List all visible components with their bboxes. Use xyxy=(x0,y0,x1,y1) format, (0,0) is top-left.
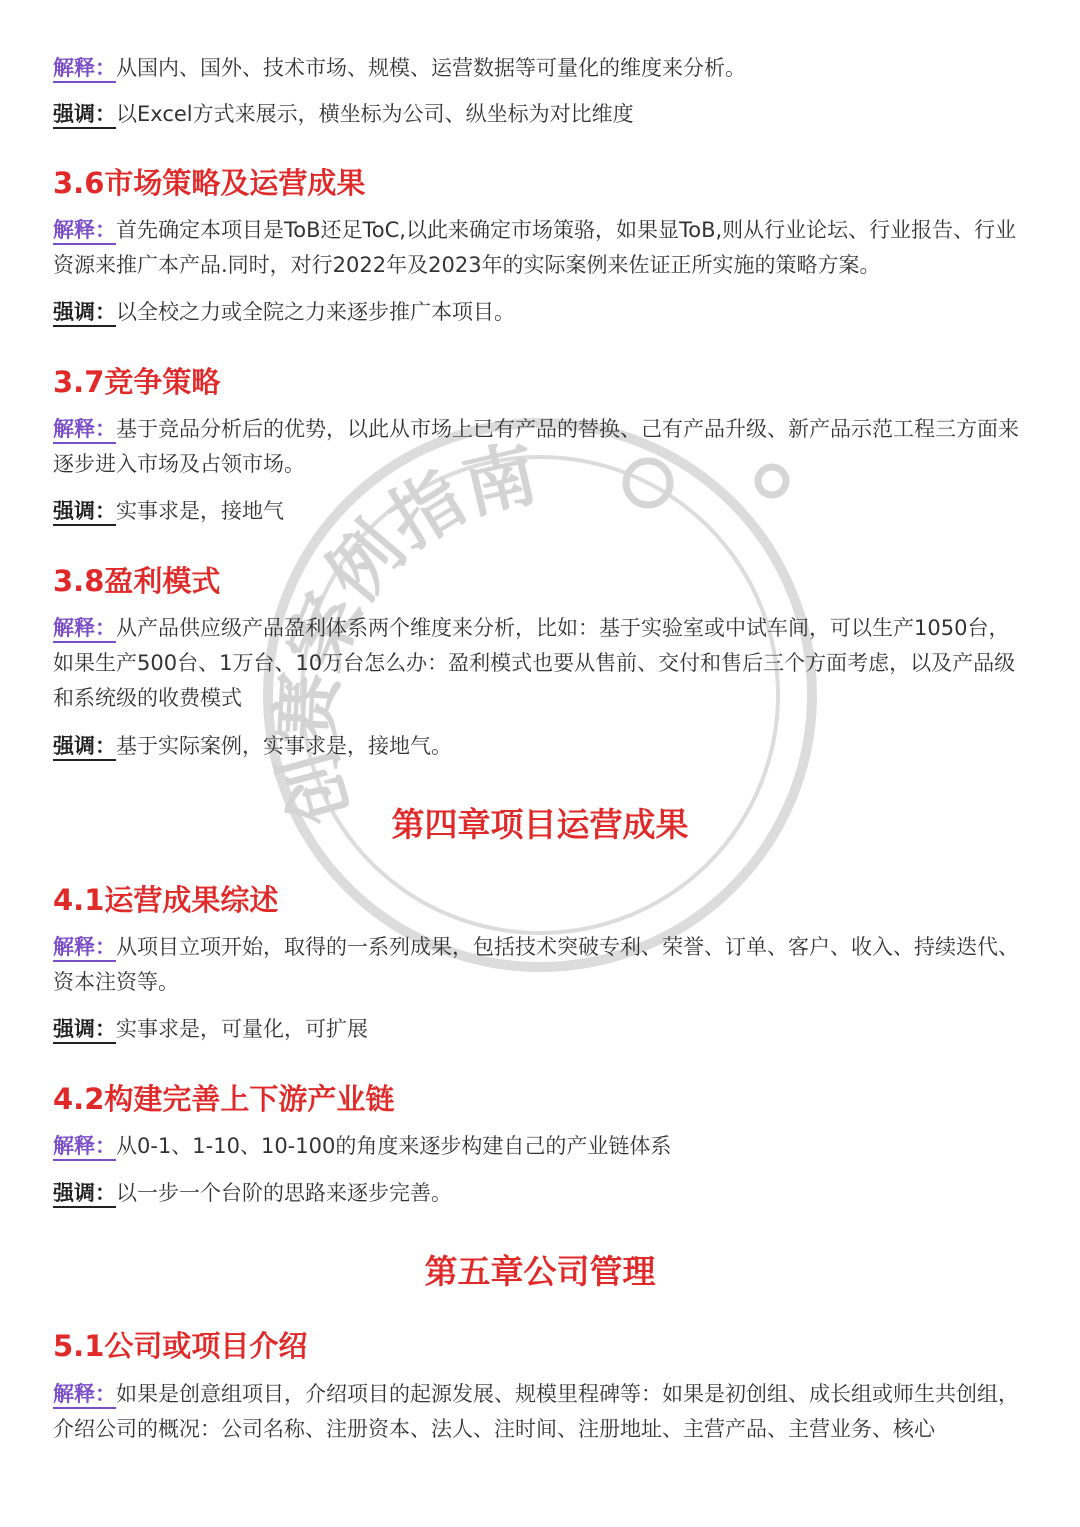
s5-1-explain-paragraph xyxy=(53,1377,1028,1447)
s3-6-emphasis-paragraph xyxy=(53,295,1028,330)
s3-8-explain-text: 从产品供应级产品盈利体系两个维度来分析，比如：基于实验室或中试车间，可以生产1050台，如果生产500台、1万台、10万台怎么办：盈利模式也要从售前、交付和售后三个方面考虑，以及产品级和系统级的收费模式 xyxy=(53,616,1016,710)
s4-1-emphasis-text: 实事求是，可量化，可扩展 xyxy=(116,1017,368,1041)
s3-6-explain-paragraph xyxy=(53,213,1028,283)
chapter-heading-4: 第四章项目运营成果 xyxy=(391,805,689,844)
s3-8-emphasis-paragraph xyxy=(53,729,1028,764)
top-emphasis-text: 以Excel方式来展示，横坐标为公司、纵坐标为对比维度 xyxy=(116,102,634,126)
section-heading-4-1: 4.1运营成果综述 xyxy=(53,883,279,917)
top-emphasis-paragraph xyxy=(53,97,1028,132)
top-explain-paragraph xyxy=(53,51,1028,86)
s3-8-explain-paragraph xyxy=(53,611,1028,716)
section-heading-3-8: 3.8盈利模式 xyxy=(53,564,221,598)
s4-2-emphasis-paragraph xyxy=(53,1176,1028,1211)
section-heading-3-6: 3.6市场策略及运营成果 xyxy=(53,166,366,200)
s5-1-explain-text: 如果是创意组项目，介绍项目的起源发展、规模里程碑等：如果是初创组、成长组或师生共创组，介绍公司的概况：公司名称、注册资本、法人、注时间、注册地址、主营产品、主营业务、核心 xyxy=(53,1382,1019,1441)
s4-1-explain-text: 从项目立项开始，取得的一系列成果，包括技术突破专利、荣誉、订单、客户、收入、持续迭代、资本注资等。 xyxy=(53,935,1019,994)
chapter-heading-5: 第五章公司管理 xyxy=(424,1252,656,1291)
s3-7-emphasis-paragraph xyxy=(53,494,1028,529)
explain-label: 解释： xyxy=(53,56,116,83)
s3-7-explain-text: 基于竞品分析后的优势，以此从市场上已有产品的替换、己有产品升级、新产品示范工程三方面来逐步进入市场及占领市场。 xyxy=(53,417,1019,476)
explain-label: 解释： xyxy=(53,1134,116,1161)
top-explain-text: 从国内、国外、技术市场、规模、运营数据等可量化的维度来分析。 xyxy=(116,56,746,80)
section-heading-5-1: 5.1公司或项目介绍 xyxy=(53,1329,308,1363)
section-heading-3-7: 3.7竞争策略 xyxy=(53,365,221,399)
emphasis-label: 强调： xyxy=(53,102,116,129)
s3-7-emphasis-text: 实事求是，接地气 xyxy=(116,499,284,523)
explain-label: 解释： xyxy=(53,218,116,245)
emphasis-label: 强调： xyxy=(53,300,116,327)
explain-label: 解释： xyxy=(53,1382,116,1409)
emphasis-label: 强调： xyxy=(53,499,116,526)
watermark-text: 创赛案例指南 xyxy=(263,430,545,834)
s3-6-emphasis-text: 以全校之力或全院之力来逐步推广本项目。 xyxy=(116,300,515,324)
section-heading-4-2: 4.2构建完善上下游产业链 xyxy=(53,1082,395,1116)
explain-label: 解释： xyxy=(53,417,116,444)
s4-1-explain-paragraph xyxy=(53,930,1028,1000)
emphasis-label: 强调： xyxy=(53,734,116,761)
s4-2-explain-text: 从0-1、1-10、10-100的角度来逐步构建自己的产业链体系 xyxy=(116,1134,672,1158)
s4-1-emphasis-paragraph xyxy=(53,1012,1028,1047)
s3-6-explain-text: 首先确定本项目是ToB还足ToC,以此来确定市场策骆，如果显ToB,则从行业论坛、行业报告、行业资源来推广本产品.同时，对行2022年及2023年的实际案例来佐证正所实施的策略方案。 xyxy=(53,218,1017,277)
explain-label: 解释： xyxy=(53,616,116,643)
s3-8-emphasis-text: 基于实际案例，实事求是，接地气。 xyxy=(116,734,452,758)
explain-label: 解释： xyxy=(53,935,116,962)
emphasis-label: 强调： xyxy=(53,1017,116,1044)
s4-2-emphasis-text: 以一步一个台阶的思路来逐步完善。 xyxy=(116,1181,452,1205)
s3-7-explain-paragraph xyxy=(53,412,1028,482)
s4-2-explain-paragraph xyxy=(53,1129,1028,1164)
emphasis-label: 强调： xyxy=(53,1181,116,1208)
